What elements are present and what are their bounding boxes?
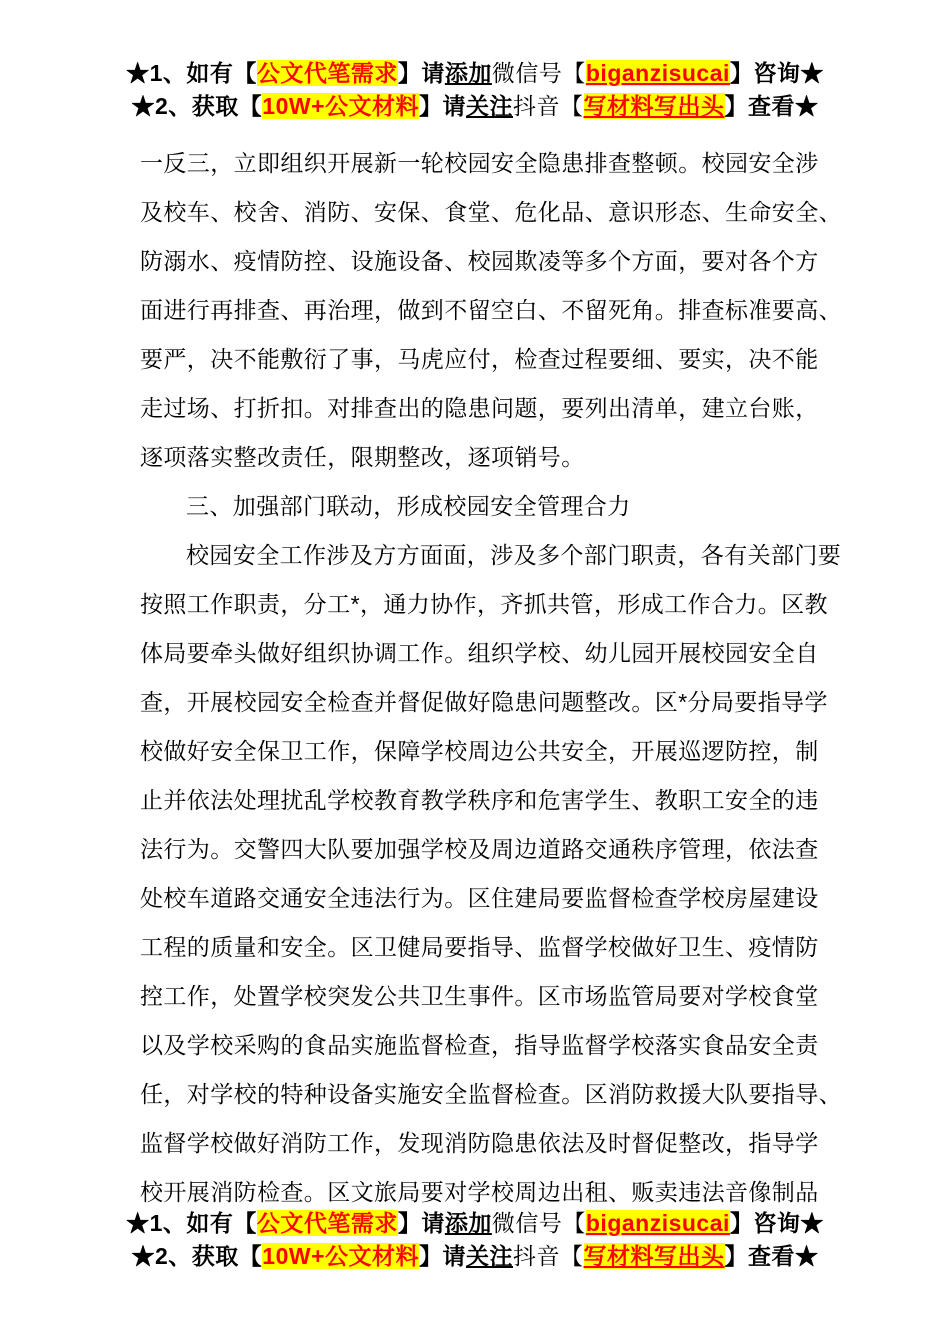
banner1-suffix: 】咨询★ bbox=[729, 60, 824, 86]
document-line: 面进行再排查、再治理，做到不留空白、不留死角。排查标准要高、 bbox=[140, 297, 842, 323]
banner1-highlight-service: 公文代笔需求 bbox=[256, 60, 398, 86]
section-heading: 三、加强部门联动，形成校园安全管理合力 bbox=[186, 493, 631, 519]
banner2-underline-follow: 关注 bbox=[466, 93, 514, 119]
document-line: 校开展消防检查。区文旅局要对学校周边出租、贩卖违法音像制品 bbox=[140, 1179, 819, 1205]
footer-banner2-prefix: ★2、获取【 bbox=[131, 1243, 263, 1269]
footer-banner bbox=[0, 1207, 950, 1273]
banner2-highlight-douyin-id: 写材料写出头 bbox=[583, 93, 725, 119]
document-line: 防溺水、疫情防控、设施设备、校园欺凌等多个方面，要对各个方 bbox=[140, 248, 819, 274]
document-line: 体局要牵头做好组织协调工作。组织学校、幼儿园开展校园安全自 bbox=[140, 640, 819, 666]
document-body bbox=[140, 139, 842, 1217]
document-line: 按照工作职责，分工*，通力协作，齐抓共管，形成工作合力。区教 bbox=[140, 591, 828, 617]
banner1-highlight-wechat-id: biganzisucai bbox=[585, 60, 730, 86]
document-line: 查，开展校园安全检查并督促做好隐患问题整改。区*分局要指导学 bbox=[140, 689, 828, 715]
document-line: 一反三，立即组织开展新一轮校园安全隐患排查整顿。校园安全涉 bbox=[140, 150, 819, 176]
footer-banner2-mid1: 】请 bbox=[419, 1243, 467, 1269]
header-banner-line1 bbox=[0, 57, 950, 90]
document-line: 法行为。交警四大队要加强学校及周边道路交通秩序管理，依法查 bbox=[140, 836, 819, 862]
document-line: 任，对学校的特种设备实施安全监督检查。区消防救援大队要指导、 bbox=[140, 1081, 842, 1107]
footer-banner1-underline-add: 添加 bbox=[444, 1210, 492, 1236]
footer-banner1-prefix: ★1、如有【 bbox=[126, 1210, 257, 1236]
footer-banner2-highlight-materials: 10W+公文材料 bbox=[262, 1243, 420, 1269]
banner2-mid1: 】请 bbox=[419, 93, 467, 119]
footer-banner1-mid2: 微信号【 bbox=[491, 1210, 586, 1236]
banner1-underline-add: 添加 bbox=[444, 60, 492, 86]
header-banner-line2 bbox=[0, 90, 950, 123]
banner1-mid2: 微信号【 bbox=[491, 60, 586, 86]
footer-banner2-highlight-douyin-id: 写材料写出头 bbox=[583, 1243, 725, 1269]
document-line: 处校车道路交通安全违法行为。区住建局要监督检查学校房屋建设 bbox=[140, 885, 819, 911]
footer-banner2-suffix: 】查看★ bbox=[724, 1243, 819, 1269]
document-line: 及校车、校舍、消防、安保、食堂、危化品、意识形态、生命安全、 bbox=[140, 199, 842, 225]
document-line-paragraph-start: 校园安全工作涉及方方面面，涉及多个部门职责，各有关部门要 bbox=[186, 542, 842, 568]
document-line: 走过场、打折扣。对排查出的隐患问题，要列出清单，建立台账， bbox=[140, 395, 819, 421]
banner1-mid1: 】请 bbox=[397, 60, 445, 86]
document-line: 监督学校做好消防工作，发现消防隐患依法及时督促整改，指导学 bbox=[140, 1130, 819, 1156]
banner2-prefix: ★2、获取【 bbox=[131, 93, 263, 119]
document-line: 工程的质量和安全。区卫健局要指导、监督学校做好卫生、疫情防 bbox=[140, 934, 819, 960]
footer-banner1-highlight-service: 公文代笔需求 bbox=[256, 1210, 398, 1236]
header-banner bbox=[0, 57, 950, 123]
footer-banner1-suffix: 】咨询★ bbox=[729, 1210, 824, 1236]
document-line: 止并依法处理扰乱学校教育教学秩序和危害学生、教职工安全的违 bbox=[140, 787, 819, 813]
document-line-paragraph-end: 逐项落实整改责任，限期整改，逐项销号。 bbox=[140, 444, 585, 470]
footer-banner-line2 bbox=[0, 1240, 950, 1273]
footer-banner-line1 bbox=[0, 1207, 950, 1240]
document-line: 校做好安全保卫工作，保障学校周边公共安全，开展巡逻防控，制 bbox=[140, 738, 819, 764]
footer-banner2-mid2: 抖音【 bbox=[513, 1243, 584, 1269]
banner2-highlight-materials: 10W+公文材料 bbox=[262, 93, 420, 119]
document-line: 控工作，处置学校突发公共卫生事件。区市场监管局要对学校食堂 bbox=[140, 983, 819, 1009]
banner1-prefix: ★1、如有【 bbox=[126, 60, 257, 86]
document-line: 要严，决不能敷衍了事，马虎应付，检查过程要细、要实，决不能 bbox=[140, 346, 819, 372]
document-line: 以及学校采购的食品实施监督检查，指导监督学校落实食品安全责 bbox=[140, 1032, 819, 1058]
footer-banner1-mid1: 】请 bbox=[397, 1210, 445, 1236]
banner2-suffix: 】查看★ bbox=[724, 93, 819, 119]
footer-banner2-underline-follow: 关注 bbox=[466, 1243, 514, 1269]
banner2-mid2: 抖音【 bbox=[513, 93, 584, 119]
footer-banner1-highlight-wechat-id: biganzisucai bbox=[585, 1210, 730, 1236]
